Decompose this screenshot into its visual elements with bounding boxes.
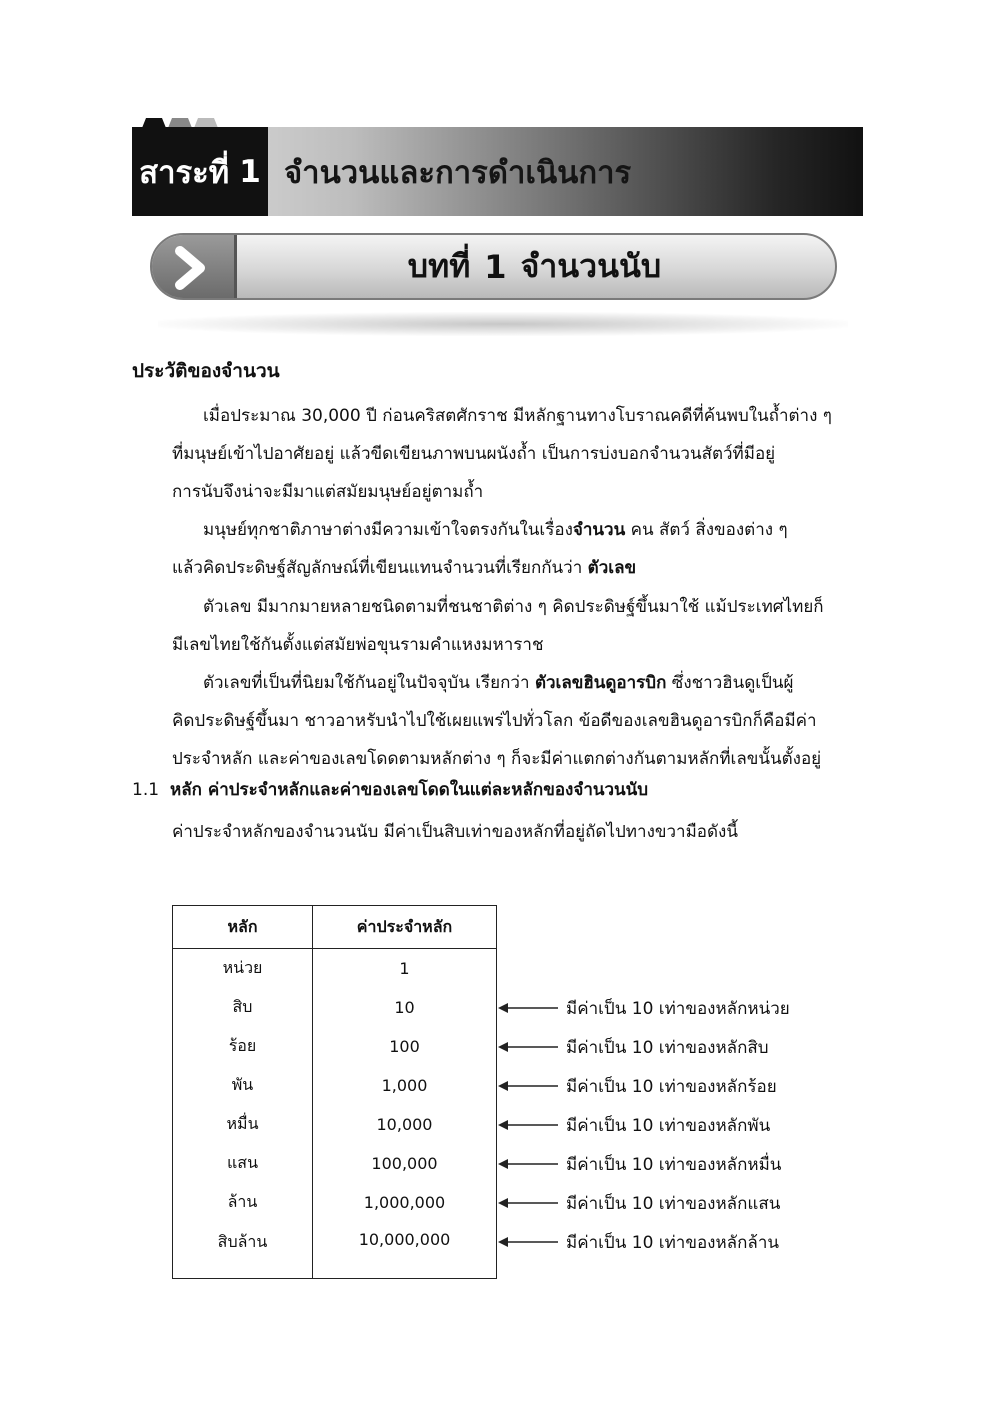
column-header-value: ค่าประจำหลัก (313, 906, 497, 949)
arrow-left-icon (498, 1157, 558, 1171)
arrow-left-icon (498, 1235, 558, 1249)
value-cell: 1,000 (381, 1076, 428, 1095)
chapter-name: จำนวนนับ (520, 247, 662, 285)
paragraph-line: มีเลขไทยใช้กันตั้งแต่สมัยพ่อขุนรามคำแหงมหาราช (172, 635, 544, 655)
table-row (173, 1144, 497, 1183)
paragraph-line: ตัวเลข มีมากมายหลายชนิดตามที่ชนชาติต่าง ๆ คิดประดิษฐ์ขึ้นมาใช้ แม้ประเทศไทยก็ (203, 597, 824, 617)
note-text: มีค่าเป็น 10 เท่าของหลักร้อย (566, 1077, 777, 1097)
text-span: แล้วคิดประดิษฐ์สัญลักษณ์ที่เขียนแทนจำนวนที่เรียกกันว่า (172, 558, 588, 578)
place-cell: ล้าน (173, 1183, 313, 1222)
value-cell: 10,000,000 (358, 1230, 451, 1249)
value-cell: 100 (389, 1037, 420, 1056)
value-cell: 1 (399, 959, 410, 978)
paragraph-line: ที่มนุษย์เข้าไปอาศัยอยู่ แล้วขีดเขียนภาพบนผนังถ้ำ เป็นการบ่งบอกจำนวนสัตว์ที่มีอยู่ (172, 444, 776, 464)
strand-header (132, 127, 863, 216)
subsection-title: หลัก ค่าประจำหลักและค่าของเลขโดดในแต่ละหลักของจำนวนนับ (170, 780, 649, 800)
chapter-cap (152, 235, 237, 298)
note-text: มีค่าเป็น 10 เท่าของหลักพัน (566, 1116, 771, 1136)
paragraph-line (203, 669, 793, 696)
paragraph-line: เมื่อประมาณ 30,000 ปี ก่อนคริสตศักราช มีหลักฐานทางโบราณคดีที่ค้นพบในถ้ำต่าง ๆ (203, 406, 832, 426)
table-row (173, 1222, 497, 1279)
subsection-heading (132, 776, 648, 803)
chapter-number: 1 (484, 247, 507, 286)
chevron-right-icon (166, 245, 222, 291)
value-cell: 100,000 (371, 1154, 438, 1173)
place-cell: หน่วย (173, 949, 313, 989)
subsection-number: 1.1 (132, 780, 160, 800)
place-cell: สิบล้าน (173, 1222, 313, 1279)
text-span: ซึ่งชาวฮินดูเป็นผู้ (666, 673, 794, 693)
place-value-table (172, 905, 497, 1279)
arrow-left-icon (498, 1040, 558, 1054)
column-header-place: หลัก (173, 906, 313, 949)
chapter-title (234, 235, 835, 298)
chapter-banner (150, 233, 837, 300)
paragraph-line (203, 516, 788, 543)
table-row (173, 1066, 497, 1105)
note-text: มีค่าเป็น 10 เท่าของหลักหน่วย (566, 999, 790, 1019)
strand-label: สาระที่ (139, 154, 230, 191)
note-text: มีค่าเป็น 10 เท่าของหลักสิบ (566, 1038, 769, 1058)
table-row (173, 1183, 497, 1222)
strand-label-box (132, 127, 268, 216)
subsection-intro: ค่าประจำหลักของจำนวนนับ มีค่าเป็นสิบเท่าของหลักที่อยู่ถัดไปทางขวามือดังนี้ (172, 822, 738, 842)
place-cell: หมื่น (173, 1105, 313, 1144)
place-cell: พัน (173, 1066, 313, 1105)
table-row (173, 988, 497, 1027)
arrow-left-icon (498, 1118, 558, 1132)
note-text: มีค่าเป็น 10 เท่าของหลักหมื่น (566, 1155, 782, 1175)
chapter-shadow (158, 312, 848, 336)
bold-term: ตัวเลขฮินดูอารบิก (534, 673, 667, 693)
chapter-label: บทที่ (407, 247, 471, 285)
bold-term: ตัวเลข (587, 558, 637, 578)
value-cell: 10 (394, 998, 415, 1017)
paragraph-line: การนับจึงน่าจะมีมาแต่สมัยมนุษย์อยู่ตามถ้ำ (172, 482, 484, 502)
bold-term: จำนวน (572, 520, 626, 540)
table-row (173, 949, 497, 989)
place-cell: สิบ (173, 988, 313, 1027)
paragraph-line: คิดประดิษฐ์ขึ้นมา ชาวอาหรับนำไปใช้เผยแพร่ไปทั่วโลก ข้อดีของเลขฮินดูอารบิกก็คือมีค่า (172, 711, 817, 731)
text-span: ตัวเลขที่เป็นที่นิยมใช้กันอยู่ในปัจจุบัน เรียกว่า (203, 673, 535, 693)
note-text: มีค่าเป็น 10 เท่าของหลักล้าน (566, 1233, 779, 1253)
strand-number: 1 (239, 153, 261, 190)
value-cell: 1,000,000 (363, 1193, 446, 1212)
strand-title: จำนวนและการดำเนินการ (284, 154, 632, 191)
text-span: คน สัตว์ สิ่งของต่าง ๆ (625, 520, 788, 540)
arrow-left-icon (498, 1079, 558, 1093)
table-row (173, 1105, 497, 1144)
text-span: มนุษย์ทุกชาติภาษาต่างมีความเข้าใจตรงกันในเรื่อง (203, 520, 573, 540)
paragraph-line: ประจำหลัก และค่าของเลขโดดตามหลักต่าง ๆ ก็จะมีค่าแตกต่างกันตามหลักที่เลขนั้นตั้งอยู่ (172, 749, 822, 769)
arrow-left-icon (498, 1196, 558, 1210)
place-cell: ร้อย (173, 1027, 313, 1066)
arrow-left-icon (498, 1001, 558, 1015)
table-row (173, 1027, 497, 1066)
section-heading: ประวัติของจำนวน (132, 360, 280, 382)
paragraph-line (172, 554, 636, 581)
note-text: มีค่าเป็น 10 เท่าของหลักแสน (566, 1194, 781, 1214)
value-cell: 10,000 (376, 1115, 433, 1134)
table-header-row (173, 906, 497, 949)
place-cell: แสน (173, 1144, 313, 1183)
